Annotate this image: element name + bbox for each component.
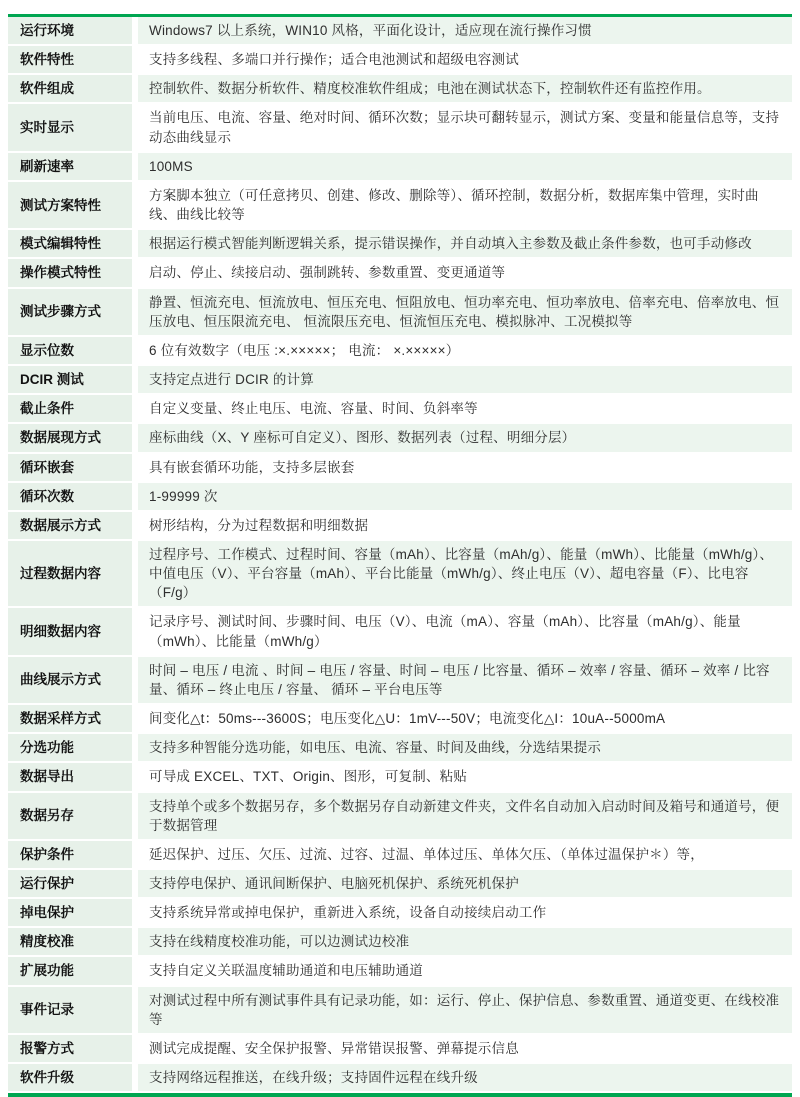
- spec-row: [8, 1063, 792, 1092]
- spec-row-value: 支持自定义关联温度辅助通道和电压辅助通道: [135, 956, 792, 985]
- spec-row-value: 100MS: [135, 152, 792, 181]
- spec-row-value: 静置、恒流充电、恒流放电、恒压充电、恒阻放电、恒功率充电、恒功率放电、倍率充电、倍率放电、恒压放电、恒压限流充电、 恒流限压充电、恒流恒压充电、模拟脉冲、工况模拟等: [135, 288, 792, 336]
- spec-row-value: 自定义变量、终止电压、电流、容量、时间、负斜率等: [135, 394, 792, 423]
- spec-row-value: 当前电压、电流、容量、绝对时间、循环次数；显示块可翻转显示，测试方案、变量和能量信息等，支持动态曲线显示: [135, 103, 792, 151]
- spec-row: [8, 733, 792, 762]
- spec-row-label: 数据展现方式: [8, 423, 135, 452]
- spec-row: [8, 152, 792, 181]
- spec-row-value: 测试完成提醒、安全保护报警、异常错误报警、弹幕提示信息: [135, 1034, 792, 1063]
- spec-row-value: 延迟保护、过压、欠压、过流、过容、过温、单体过压、单体欠压、（单体过温保护＊）等，: [135, 840, 792, 869]
- spec-row-label: 事件记录: [8, 986, 135, 1034]
- spec-row-label: 截止条件: [8, 394, 135, 423]
- spec-row: [8, 336, 792, 365]
- spec-row-label: 报警方式: [8, 1034, 135, 1063]
- spec-row-label: 数据导出: [8, 762, 135, 791]
- spec-row: [8, 540, 792, 607]
- spec-row-label: 模式编辑特性: [8, 229, 135, 258]
- spec-row-label: 软件组成: [8, 74, 135, 103]
- spec-row: [8, 986, 792, 1034]
- spec-row: [8, 869, 792, 898]
- spec-row-value: 启动、停止、续接启动、强制跳转、参数重置、变更通道等: [135, 258, 792, 287]
- spec-row-label: 循环嵌套: [8, 453, 135, 482]
- spec-row-label: 数据展示方式: [8, 511, 135, 540]
- spec-row-label: 测试步骤方式: [8, 288, 135, 336]
- spec-row-label: 明细数据内容: [8, 607, 135, 655]
- spec-row: [8, 927, 792, 956]
- spec-row-label: 扩展功能: [8, 956, 135, 985]
- spec-row-value: 过程序号、工作模式、过程时间、容量（mAh）、比容量（mAh/g）、能量（mWh）、比能量（mWh/g）、中值电压（V）、平台容量（mAh）、平台比能量（mWh/g）、终止电压（V）、超电容量（F）、比电容（F/g）: [135, 540, 792, 607]
- spec-row: [8, 656, 792, 704]
- spec-row-value: 6 位有效数字（电压 :×.×××××； 电流： ×.×××××）: [135, 336, 792, 365]
- spec-row-value: 支持在线精度校准功能，可以边测试边校准: [135, 927, 792, 956]
- spec-row-value: 方案脚本独立（可任意拷贝、创建、修改、删除等）、循环控制，数据分析，数据库集中管理，实时曲线、曲线比较等: [135, 181, 792, 229]
- spec-row-label: 循环次数: [8, 482, 135, 511]
- spec-row-value: 对测试过程中所有测试事件具有记录功能，如：运行、停止、保护信息、参数重置、通道变更、在线校准等: [135, 986, 792, 1034]
- spec-row: [8, 1034, 792, 1063]
- spec-row: [8, 840, 792, 869]
- spec-row: [8, 394, 792, 423]
- spec-row-label: 软件升级: [8, 1063, 135, 1092]
- spec-row-label: 曲线展示方式: [8, 656, 135, 704]
- spec-row: [8, 607, 792, 655]
- spec-row-value: 支持网络远程推送，在线升级；支持固件远程在线升级: [135, 1063, 792, 1092]
- spec-row-label: 刷新速率: [8, 152, 135, 181]
- spec-row-label: 过程数据内容: [8, 540, 135, 607]
- spec-row-value: 1-99999 次: [135, 482, 792, 511]
- spec-row: [8, 365, 792, 394]
- spec-row-value: 支持停电保护、通讯间断保护、电脑死机保护、系统死机保护: [135, 869, 792, 898]
- spec-row-label: 运行环境: [8, 17, 135, 45]
- spec-table-body: [8, 17, 792, 1092]
- spec-row: [8, 792, 792, 840]
- spec-row-value: 座标曲线（X、Y 座标可自定义）、图形、数据列表（过程、明细分层）: [135, 423, 792, 452]
- spec-row-label: 保护条件: [8, 840, 135, 869]
- spec-row-label: 软件特性: [8, 45, 135, 74]
- spec-row-value: 具有嵌套循环功能，支持多层嵌套: [135, 453, 792, 482]
- spec-row: [8, 17, 792, 45]
- spec-table: [8, 14, 792, 1097]
- spec-row-value: 可导成 EXCEL、TXT、Origin、图形，可复制、粘贴: [135, 762, 792, 791]
- software-spec-table: [8, 17, 792, 1093]
- spec-row-label: 掉电保护: [8, 898, 135, 927]
- spec-row-value: 支持单个或多个数据另存，多个数据另存自动新建文件夹，文件名自动加入启动时间及箱号和通道号，便于数据管理: [135, 792, 792, 840]
- spec-row: [8, 704, 792, 733]
- spec-row-value: 支持定点进行 DCIR 的计算: [135, 365, 792, 394]
- spec-row-label: 显示位数: [8, 336, 135, 365]
- spec-row-value: 记录序号、测试时间、步骤时间、电压（V）、电流（mA）、容量（mAh）、比容量（mAh/g）、能量（mWh）、比能量（mWh/g）: [135, 607, 792, 655]
- spec-row-label: 精度校准: [8, 927, 135, 956]
- spec-row-value: 支持多线程、多端口并行操作；适合电池测试和超级电容测试: [135, 45, 792, 74]
- spec-row-label: 测试方案特性: [8, 181, 135, 229]
- spec-row: [8, 482, 792, 511]
- spec-row-label: 分选功能: [8, 733, 135, 762]
- spec-row-value: 树形结构，分为过程数据和明细数据: [135, 511, 792, 540]
- spec-row-value: Windows7 以上系统，WIN10 风格，平面化设计，适应现在流行操作习惯: [135, 17, 792, 45]
- spec-row: [8, 511, 792, 540]
- spec-row-label: 操作模式特性: [8, 258, 135, 287]
- spec-row-label: DCIR 测试: [8, 365, 135, 394]
- spec-row-label: 数据另存: [8, 792, 135, 840]
- spec-row: [8, 453, 792, 482]
- spec-row-value: 支持多种智能分选功能，如电压、电流、容量、时间及曲线，分选结果提示: [135, 733, 792, 762]
- spec-row-label: 运行保护: [8, 869, 135, 898]
- spec-row: [8, 762, 792, 791]
- spec-row: [8, 288, 792, 336]
- spec-row-value: 间变化△t：50ms---3600S；电压变化△U：1mV---50V；电流变化△I：10uA--5000mA: [135, 704, 792, 733]
- spec-row-label: 数据采样方式: [8, 704, 135, 733]
- spec-row: [8, 103, 792, 151]
- spec-row: [8, 74, 792, 103]
- spec-row-value: 根据运行模式智能判断逻辑关系，提示错误操作，并自动填入主参数及截止条件参数，也可手动修改: [135, 229, 792, 258]
- spec-row: [8, 258, 792, 287]
- spec-row-value: 时间 – 电压 / 电流 、时间 – 电压 / 容量、时间 – 电压 / 比容量、循环 – 效率 / 容量、循环 – 效率 / 比容量、循环 – 终止电压 / 容量、 循环 – 平台电压等: [135, 656, 792, 704]
- spec-row: [8, 229, 792, 258]
- spec-row-value: 控制软件、数据分析软件、精度校准软件组成；电池在测试状态下，控制软件还有监控作用。: [135, 74, 792, 103]
- spec-row: [8, 956, 792, 985]
- spec-row: [8, 45, 792, 74]
- spec-row: [8, 423, 792, 452]
- spec-row: [8, 181, 792, 229]
- spec-row-value: 支持系统异常或掉电保护，重新进入系统，设备自动接续启动工作: [135, 898, 792, 927]
- spec-row-label: 实时显示: [8, 103, 135, 151]
- spec-row: [8, 898, 792, 927]
